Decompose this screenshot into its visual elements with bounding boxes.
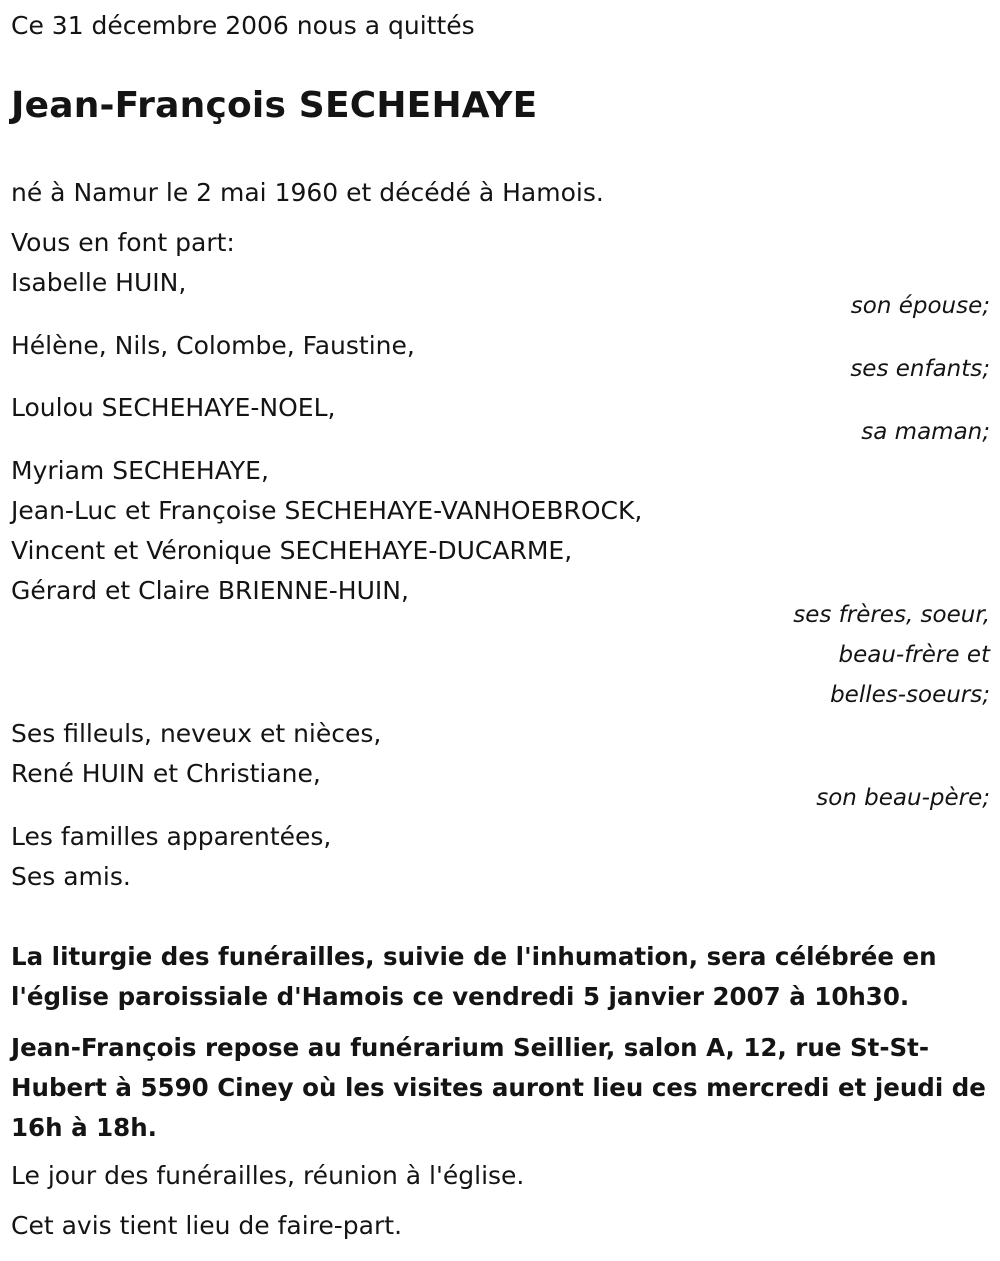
sibling-line: Jean-Luc et Françoise SECHEHAYE-VANHOEBROCK,	[11, 496, 643, 525]
liturgy-line: La liturgie des funérailles, suivie de l'inhumation, sera célébrée en	[11, 942, 937, 971]
funerarium-line: Jean-François repose au funérarium Seillier, salon A, 12, rue St-St-	[11, 1033, 930, 1062]
spouse-relation: son épouse;	[850, 293, 990, 319]
sibling-line: Vincent et Véronique SECHEHAYE-DUCARME,	[11, 536, 573, 565]
liturgy-line: l'église paroissiale d'Hamois ce vendredi 5 janvier 2007 à 10h30.	[11, 982, 910, 1011]
spouse-name: Isabelle HUIN,	[11, 268, 187, 297]
relatives-line: Les familles apparentées,	[11, 822, 332, 851]
funerarium-line: Hubert à 5590 Ciney où les visites auront lieu ces mercredi et jeudi de	[11, 1073, 986, 1102]
father-in-law-relation: son beau-père;	[816, 785, 990, 811]
birth-death-line: né à Namur le 2 mai 1960 et décédé à Hamois.	[11, 178, 604, 207]
father-in-law-name: René HUIN et Christiane,	[11, 759, 321, 788]
siblings-relation-line: ses frères, soeur,	[793, 602, 990, 628]
godchildren-line: Ses filleuls, neveux et nièces,	[11, 719, 382, 748]
mother-name: Loulou SECHEHAYE-NOEL,	[11, 393, 336, 422]
siblings-relation-line: beau-frère et	[838, 642, 990, 668]
sibling-line: Myriam SECHEHAYE,	[11, 456, 269, 485]
deceased-name: Jean-François SECHEHAYE	[11, 85, 538, 126]
friends-line: Ses amis.	[11, 862, 131, 891]
faire-part-line: Cet avis tient lieu de faire-part.	[11, 1211, 403, 1240]
funerarium-line: 16h à 18h.	[11, 1113, 157, 1142]
funerarium-paragraph	[11, 1028, 990, 1148]
siblings-relation-line: belles-soeurs;	[830, 682, 990, 708]
announce-line: Vous en font part:	[11, 228, 235, 257]
children-names: Hélène, Nils, Colombe, Faustine,	[11, 331, 415, 360]
liturgy-paragraph	[11, 937, 990, 1017]
children-relation: ses enfants;	[850, 356, 990, 382]
meeting-line: Le jour des funérailles, réunion à l'église.	[11, 1161, 525, 1190]
mother-relation: sa maman;	[861, 419, 990, 445]
intro-line: Ce 31 décembre 2006 nous a quittés	[11, 11, 475, 40]
sibling-line: Gérard et Claire BRIENNE-HUIN,	[11, 576, 409, 605]
